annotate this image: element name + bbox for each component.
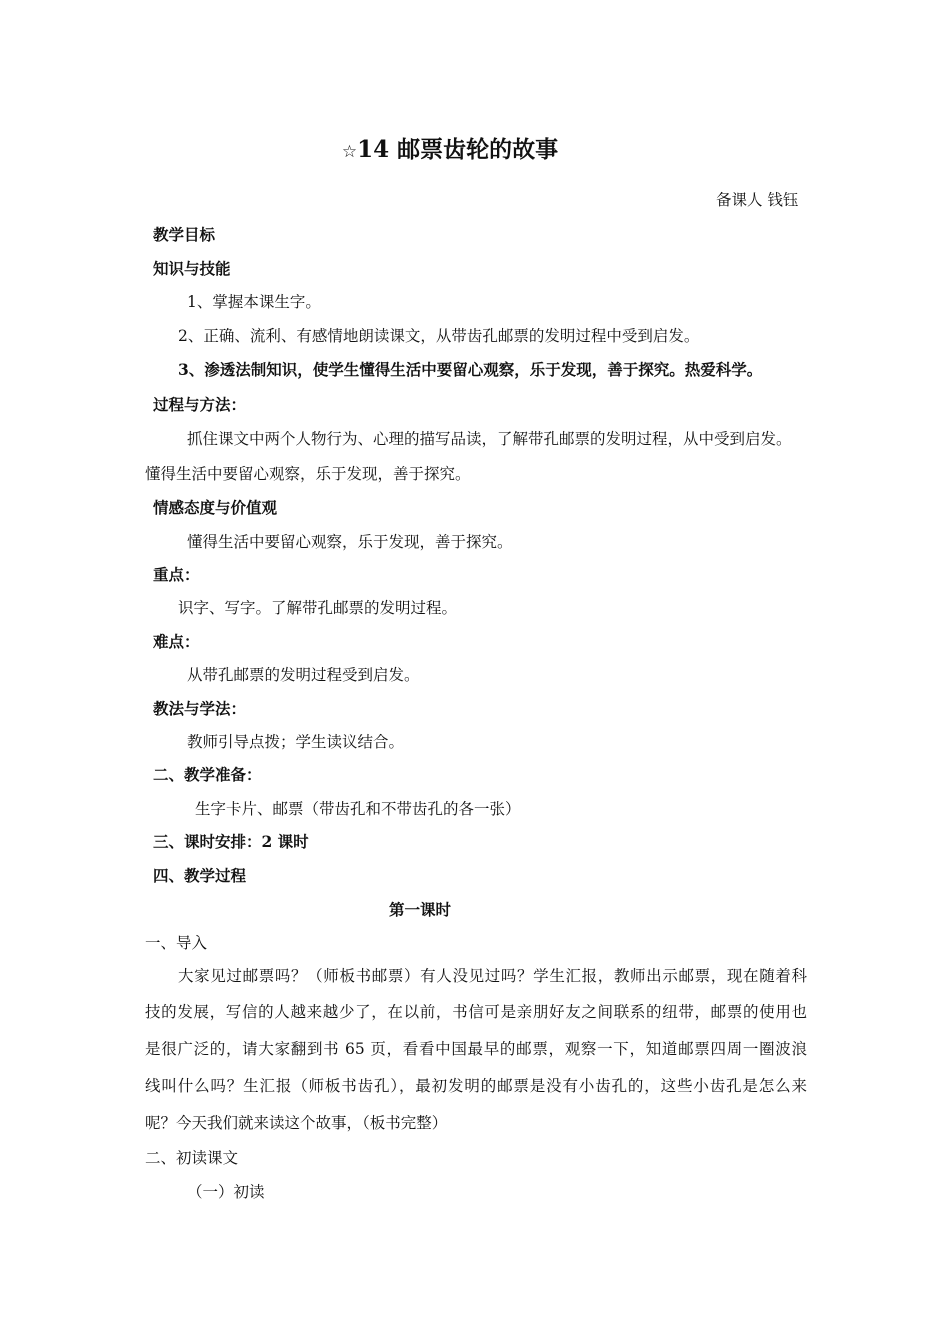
process-line-1: 抓住课文中两个人物行为、心理的描写品读，了解带孔邮票的发明过程，从中受到启发。 <box>187 430 792 448</box>
title-text: 14 邮票齿轮的故事 <box>357 136 559 163</box>
heading-emotion-values: 情感态度与价值观 <box>153 498 278 517</box>
heading-schedule: 三、课时安排：2 课时 <box>153 832 309 851</box>
first-reading-sub: （一）初读 <box>187 1183 265 1201</box>
heading-knowledge-skills: 知识与技能 <box>153 259 231 278</box>
intro-line-5: 呢？今天我们就来读这个故事，（板书完整） <box>145 1114 448 1132</box>
knowledge-item-2: 2、正确、流利、有感情地朗读课文，从带齿孔邮票的发明过程中受到启发。 <box>178 327 700 345</box>
heading-teaching-process: 四、教学过程 <box>153 866 247 885</box>
heading-preparation: 二、教学准备： <box>153 765 262 784</box>
heading-methods: 教法与学法： <box>153 699 247 718</box>
document-title <box>0 136 900 166</box>
author-line: 备课人 钱钰 <box>716 191 799 209</box>
intro-line-4: 线叫什么吗？生汇报（师板书齿孔），最初发明的邮票是没有小齿孔的，这些小齿孔是怎么来 <box>145 1077 807 1095</box>
section-first-reading: 二、初读课文 <box>145 1149 239 1167</box>
section-intro: 一、导入 <box>145 934 208 952</box>
lesson-heading: 第一课时 <box>388 900 451 919</box>
key-points-line: 识字、写字。了解带孔邮票的发明过程。 <box>178 599 458 617</box>
heading-difficulty: 难点： <box>153 632 200 651</box>
intro-line-3: 是很广泛的，请大家翻到书 65 页，看看中国最早的邮票，观察一下，知道邮票四周一圈波浪 <box>145 1040 807 1058</box>
star-icon: ☆ <box>341 142 358 162</box>
knowledge-item-1: 1、掌握本课生字。 <box>187 293 321 311</box>
process-line-2: 懂得生活中要留心观察，乐于发现，善于探究。 <box>145 465 471 483</box>
intro-line-2: 技的发展，写信的人越来越少了，在以前，书信可是亲朋好友之间联系的纽带，邮票的使用也 <box>145 1003 807 1021</box>
intro-line-1: 大家见过邮票吗？（师板书邮票）有人没见过吗？学生汇报，教师出示邮票，现在随着科 <box>178 967 807 985</box>
difficulty-line: 从带孔邮票的发明过程受到启发。 <box>187 666 420 684</box>
heading-teaching-goals: 教学目标 <box>153 225 216 244</box>
heading-key-points: 重点： <box>153 565 200 584</box>
preparation-line: 生字卡片、邮票（带齿孔和不带齿孔的各一张） <box>195 800 521 818</box>
heading-process-method: 过程与方法： <box>153 395 247 414</box>
methods-line: 教师引导点拨；学生读议结合。 <box>187 733 405 751</box>
emotion-line: 懂得生活中要留心观察，乐于发现，善于探究。 <box>187 533 513 551</box>
knowledge-item-3: 3、渗透法制知识，使学生懂得生活中要留心观察，乐于发现，善于探究。热爱科学。 <box>178 360 763 379</box>
